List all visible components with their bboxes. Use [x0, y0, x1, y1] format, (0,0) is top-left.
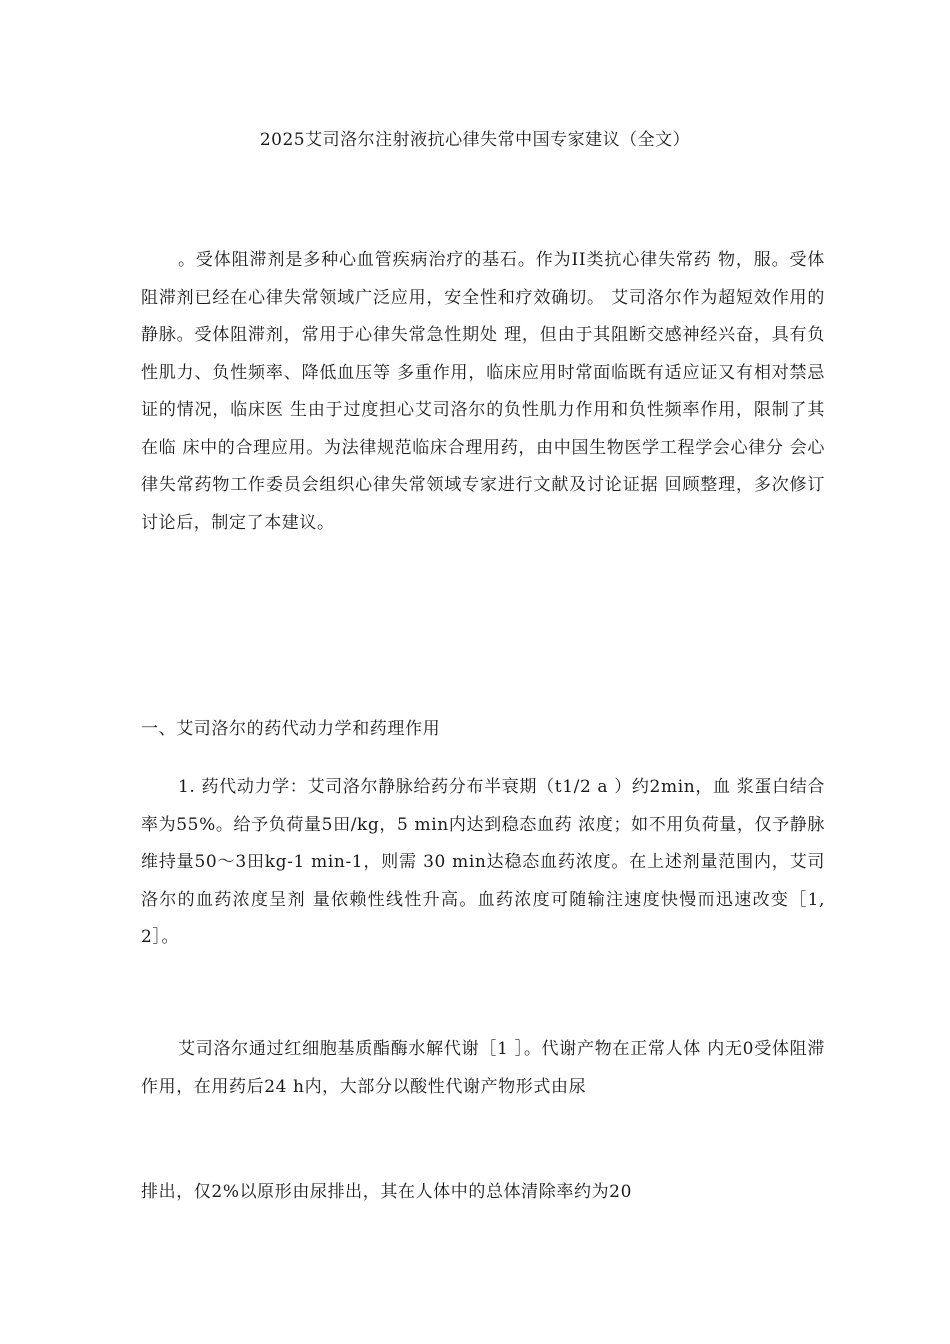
- section-heading: 一、艾司洛尔的药代动力学和药理作用: [141, 719, 441, 739]
- metabolism-paragraph: 艾司洛尔通过红细胞基质酯酶水解代谢［1 ］。代谢产物在正常人体 内无0受体阻滞作用，在用药后24 h内，大部分以酸性代谢产物形式由尿: [141, 1039, 825, 1097]
- excretion-line: 排出，仅2%以原形由尿排出，其在人体中的总体清除率约为20: [141, 1182, 632, 1202]
- pharmacokinetics-paragraph: 1. 药代动力学：艾司洛尔静脉给药分布半衰期（t1/2 a ）约2min，血 浆蛋白结合率为55%。给予负荷量5田/kg，5 min内达到稳态血药 浓度；如不用负荷量，仅予静脉维持量50〜3田kg-1 min-1，则需 30 min达稳态血药浓度。在上述剂量范围内，艾司洛尔的血药浓度呈剂 量依赖性线性升高。血药浓度可随输注速度快慢而迅速改变［1, 2］。: [141, 777, 825, 947]
- intro-paragraph: 。受体阻滞剂是多种心血管疾病治疗的基石。作为II类抗心律失常药 物，服。受体阻滞剂已经在心律失常领域广泛应用，安全性和疗效确切。 艾司洛尔作为超短效作用的静脉。受体阻滞剂，常用于心律失常急性期处 理，但由于其阻断交感神经兴奋，具有负性肌力、负性频率、降低血压等 多重作用，临床应用时常面临既有适应证又有相对禁忌证的情况，临床医 生由于过度担心艾司洛尔的负性肌力作用和负性频率作用，限制了其在临 床中的合理应用。为法律规范临床合理用药，由中国生物医学工程学会心律分 会心律失常药物工作委员会组织心律失常领域专家进行文献及讨论证据 回顾整理，多次修订讨论后，制定了本建议。: [141, 250, 825, 533]
- document-title: 2025艾司洛尔注射液抗心律失常中国专家建议（全文）: [259, 130, 691, 150]
